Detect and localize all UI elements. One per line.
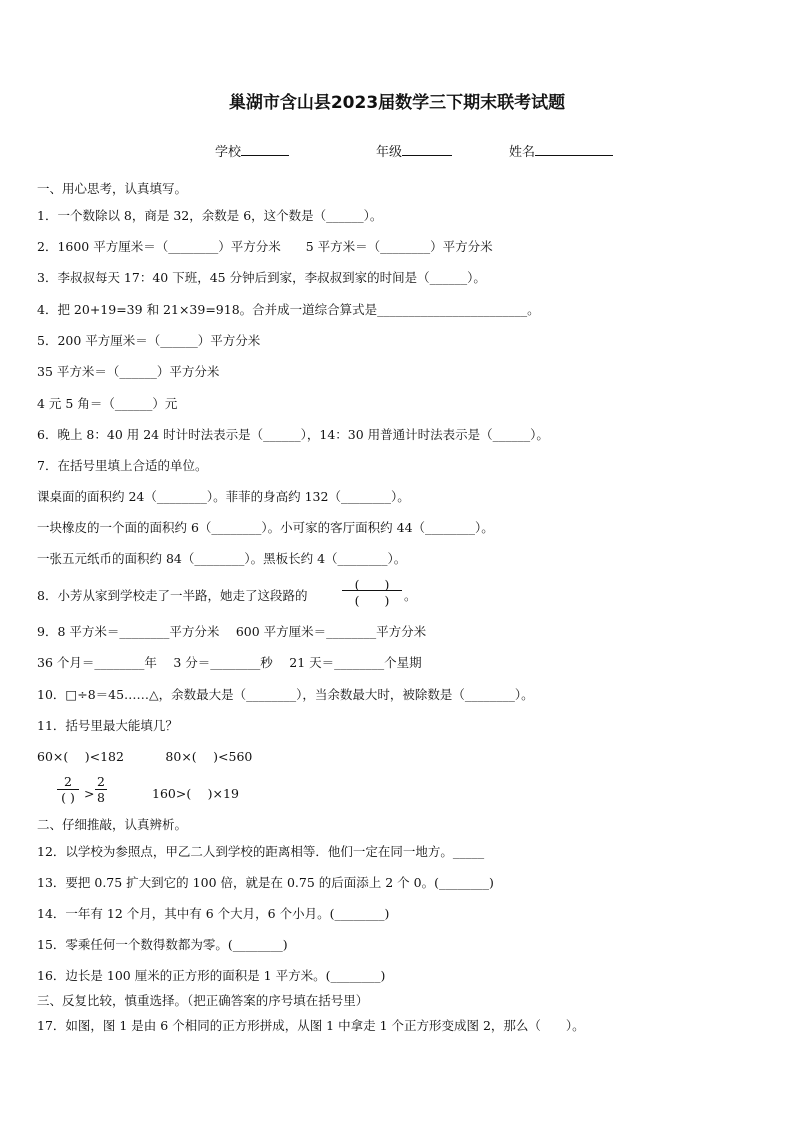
question-16: 16．边长是 100 厘米的正方形的面积是 1 平方米。(________) <box>37 968 386 983</box>
question-5b: 35 平方米＝（______）平方分米 <box>37 364 220 379</box>
question-14: 14．一年有 12 个月，其中有 6 个大月，6 个小月。(________) <box>37 906 390 921</box>
q11b-greater-than: > <box>84 786 95 801</box>
fraction-denominator: ( ) <box>342 590 402 606</box>
q11b-right-denominator: 8 <box>95 789 107 805</box>
question-3: 3．李叔叔每天 17：40 下班，45 分钟后到家，李叔叔到家的时间是（______）。 <box>37 270 486 285</box>
page-title: 巢湖市含山县2023届数学三下期末联考试题 <box>228 93 566 113</box>
question-10: 10．□÷8＝45……△，余数最大是（________），当余数最大时，被除数是（________）。 <box>37 687 534 702</box>
grade-label: 年级 <box>376 145 403 160</box>
q11b-right-numerator: 2 <box>97 774 105 789</box>
section-1-heading: 一、用心思考，认真填写。 <box>37 181 188 196</box>
school-field[interactable] <box>215 141 289 160</box>
fraction-numerator: ( ) <box>354 577 390 592</box>
question-5a: 5．200 平方厘米＝（______）平方分米 <box>37 333 261 348</box>
question-1: 1．一个数除以 8，商是 32，余数是 6，这个数是（______）。 <box>37 208 383 223</box>
q11b-left-numerator: 2 <box>64 774 72 789</box>
question-7b: 一块橡皮的一个面的面积约 6（________）。小可家的客厅面积约 44（________）。 <box>37 520 494 535</box>
question-8 <box>37 588 307 604</box>
question-11c: 160>( )×19 <box>152 786 239 801</box>
school-blank[interactable] <box>241 142 289 156</box>
grade-field[interactable] <box>376 141 452 160</box>
q11b-left-denominator: ( ) <box>57 789 79 805</box>
question-6: 6．晚上 8：40 用 24 时计时法表示是（______），14：30 用普通计时法表示是（______）。 <box>37 427 549 442</box>
section-3-heading: 三、反复比较，慎重选择。（把正确答案的序号填在括号里） <box>37 993 369 1008</box>
question-9b: 36 个月＝________年 3 分＝________秒 21 天＝________个星期 <box>37 655 422 670</box>
question-7a: 课桌面的面积约 24（________）。菲菲的身高约 132（________）。 <box>37 489 410 504</box>
question-5c: 4 元 5 角＝（______）元 <box>37 396 178 411</box>
question-11: 11．括号里最大能填几？ <box>37 718 178 733</box>
q11b-left-fraction <box>57 774 79 805</box>
section-2-heading: 二、仔细推敲，认真辨析。 <box>37 817 188 832</box>
question-12: 12．以学校为参照点，甲乙二人到学校的距离相等．他们一定在同一地方。_____ <box>37 844 485 859</box>
question-8-end: 。 <box>404 588 417 603</box>
question-8-fraction <box>342 575 402 606</box>
question-8-text: 8．小芳从家到学校走了一半路，她走了这段路的 <box>37 588 308 603</box>
q11b-right-fraction <box>95 774 107 805</box>
school-label: 学校 <box>215 145 242 160</box>
question-7: 7．在括号里填上合适的单位。 <box>37 458 208 473</box>
question-13: 13．要把 0.75 扩大到它的 100 倍，就是在 0.75 的后面添上 2 个 0。(________) <box>37 875 494 890</box>
question-11a: 60×( )<182 80×( )<560 <box>37 749 253 764</box>
question-17: 17．如图，图 1 是由 6 个相同的正方形拼成，从图 1 中拿走 1 个正方形变成图 2，那么（ ）。 <box>37 1018 585 1033</box>
name-blank[interactable] <box>535 142 613 156</box>
question-4: 4．把 20+19=39 和 21×39=918。合并成一道综合算式是________________________。 <box>37 302 540 317</box>
grade-blank[interactable] <box>402 142 452 156</box>
question-7c: 一张五元纸币的面积约 84（________）。黑板长约 4（________）。 <box>37 551 407 566</box>
question-9a: 9．8 平方米＝________平方分米 600 平方厘米＝________平方分米 <box>37 624 427 639</box>
name-label: 姓名 <box>509 145 536 160</box>
question-15: 15．零乘任何一个数得数都为零。(________) <box>37 937 288 952</box>
name-field[interactable] <box>509 141 613 160</box>
question-2: 2．1600 平方厘米＝（________）平方分米 5 平方米＝（________）平方分米 <box>37 239 493 254</box>
